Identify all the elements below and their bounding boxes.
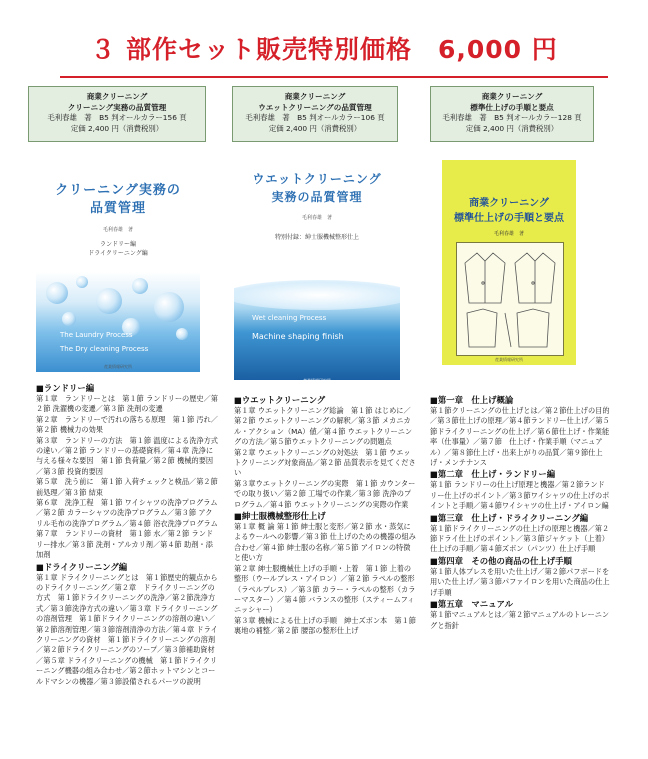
toc-paragraph: 第２章 ウエットクリーニングの対処法 第１節 ウエットクリーニング対象商品／第２節 品質表示を見てください [234, 447, 416, 478]
book-column-3 [430, 86, 626, 142]
toc-heading: ■第四章 その他の商品の仕上げ手順 [430, 555, 572, 566]
book-spec: 毛利春雄 著 B5 判オールカラー106 頁 [245, 113, 385, 123]
cover-title-line: 標準仕上げの手順と要点 [454, 213, 564, 224]
book-name: ウエットクリーニングの品質管理 [258, 102, 372, 112]
toc-paragraph: 第１章 概 論 第１節 紳士服と変形／第２節 水・蒸気によるウールへの影響／第３節 仕上げのための機器の組み合わせ／第４節 紳士服の名称／第５節 アイロンの特徴と使い方 [234, 522, 416, 563]
toc-paragraph: 第１節クリーニングの仕上げとは／第２節仕上げの目的／第３節仕上げの原理／第４節ランドリー仕上げ／第５節ドライクリーニングの仕上げ／第６節仕上げ・作業能率（仕事量）／第７節 仕上げ・作業手順（マニュアル）／第８節仕上げ・出来上がりの品質／第９節仕上げ・メンテナンス [430, 406, 610, 468]
book-info-box [430, 86, 594, 142]
cover-english-line: The Dry cleaning Process [60, 345, 149, 353]
cover-publisher: 産業情報研究所 [495, 357, 523, 362]
toc-heading: ■第五章 マニュアル [430, 599, 513, 610]
garment-diagram-image [456, 242, 564, 356]
toc-heading: ■ドライクリーニング編 [36, 561, 128, 572]
toc-paragraph: 第３章 機械による仕上げの手順 紳士ズボン本 第１節 裏地の補整／第２節 腰部の整形仕上げ [234, 615, 416, 636]
cover-title [234, 170, 400, 206]
bubble-shape [96, 288, 122, 314]
table-of-contents-2 [234, 394, 416, 637]
table-of-contents-3 [430, 394, 610, 631]
book-cover-2 [234, 160, 400, 390]
book-column-2 [232, 86, 428, 142]
bubble-shape [62, 312, 76, 326]
cover-subtitle-line: ドライクリーニング編 [88, 250, 148, 257]
book-column-1 [28, 86, 224, 142]
jacket-sketch-icon [457, 243, 563, 355]
cover-publisher: 産業情報研究所 [104, 364, 132, 369]
toc-heading: ■ランドリー編 [36, 383, 95, 393]
book-price: 定価 2,400 円（消費税別） [465, 123, 559, 133]
cover-english-line: The Laundry Process [60, 331, 133, 339]
cover-title-line: 商業クリーニング [469, 198, 549, 209]
cover-author: 毛利春雄 著 [102, 227, 133, 233]
cover-author: 毛利春雄 著 [493, 231, 524, 237]
cover-subtitle: 特別付録：紳士服機械整形仕上 [274, 234, 359, 241]
book-info-box [232, 86, 398, 142]
cover-publisher: 産業情報研究所 [303, 378, 331, 383]
toc-paragraph: 第１節 ランドリーの仕上げ原理と機器／第２節ランドリー仕上げのポイント／第３節ワイシャツの仕上げのポイントと手順／第４節ワイシャツの仕上げ・アイロン編 [430, 480, 610, 511]
toc-paragraph: 第１章 ドライクリーニングとは 第１節歴史的観点からのドライクリーニング／第２章 ドライクリーニングの方式 第１節ドライクリーニングの洗浄／第２節洗浄方式／第３節洗浄方式の違い／第３章 ドライクリーニングの溶剤管理 第１節ドライクリーニングの溶剤の違い／第２節溶剤管理／第３節溶剤清浄の方法／第４章 ドライクリーニングの資材 第１節ドライクリーニングの溶剤／第２節ドライクリーニングのソープ／第３節補助資材／第５章 ドライクリーニングの機械 第１節ドライクリーニング機器の組み合わせ／第２節ホットマシンとコールドマシンの機器／第３節設備されるパーツの説明 [36, 572, 218, 686]
toc-paragraph: 第１節ドライクリーニングの仕上げの原理と機器／第２節ドライ仕上げのポイント／第３節ジャケット（上着）仕上げの手順／第４節ズボン（パンツ）仕上げ手順 [430, 523, 610, 554]
book-cover-1 [28, 160, 208, 375]
cover-english-line: Wet cleaning Process [252, 314, 327, 322]
toc-paragraph: 第２章 紳士服機械仕上げの手順・上着 第１節 上着の整形（ウールプレス・アイロン）／第２節 ラペルの整形（ラペルプレス）／第３節 カラー・ラペルの整形（カラーマスター）／第４節 バランスの整形（スティームフィニッシャー） [234, 563, 416, 615]
cover-title [442, 196, 576, 226]
book-series: 商業クリーニング [86, 92, 148, 101]
page-title: ３ 部作セット販売特別価格 6,000 円 [90, 35, 558, 64]
book-series: 商業クリーニング [481, 92, 543, 101]
toc-paragraph: 第７章 ランドリーの資材 第１節 水／第２節 ランドリー排水／第３節 洗剤・アルカリ剤／第４節 助剤・添加剤 [36, 529, 214, 560]
splash-shape [234, 280, 400, 310]
toc-heading: ■第三章 仕上げ・ドライクリーニング編 [430, 512, 589, 523]
book-price: 定価 2,400 円（消費税別） [268, 123, 362, 133]
toc-heading: ■第二章 仕上げ・ランドリー編 [430, 469, 556, 480]
toc-heading: ■ウエットクリーニング [234, 395, 326, 405]
book-info-box [28, 86, 206, 142]
book-price: 定価 2,400 円（消費税別） [70, 123, 164, 133]
book-cover-3 [442, 160, 576, 365]
toc-paragraph: 第１節マニュアルとは／第２節マニュアルのトレーニングと指針 [430, 610, 610, 630]
cover-author: 毛利春雄 著 [301, 215, 332, 221]
book-name: 標準仕上げの手順と要点 [470, 102, 554, 112]
cover-subtitle [58, 240, 178, 258]
toc-paragraph: 第１章 ウエットクリーニング総論 第１節 はじめに／第２節 ウエットクリーニングの解釈／第３節 メカニカル・アクション（MA）値／第４節 ウエットクリーニングの方法／第５節ウエットクリーニングの問題点 [234, 406, 413, 447]
book-name: クリーニング実務の品質管理 [67, 102, 167, 112]
toc-heading: ■紳士服機械整形仕上げ [234, 511, 326, 522]
bubble-shape [132, 278, 148, 294]
bubble-shape [76, 276, 88, 288]
toc-paragraph: 第３章 ランドリーの方法 第１節 温度による洗浄方式の違い／第２節 ランドリーの基礎資料／第４章 洗浄に与える様々な要因 第１節 負荷量／第２節 機械的要因／第３節 投資的要因 [36, 435, 218, 476]
book-spec: 毛利春雄 著 B5 判オールカラー128 頁 [442, 113, 582, 123]
cover-title-line: クリーニング実務の [55, 183, 181, 198]
toc-heading: ■第一章 仕上げ概論 [430, 395, 514, 405]
cover-title-line: ウエットクリーニング [252, 172, 382, 186]
cover-title-line: 実務の品質管理 [271, 190, 363, 204]
bubble-shape [154, 292, 184, 322]
toc-paragraph: 第３章ウエットクリーニングの実際 第１節 カウンターでの取り扱い／第２節 工場での作業／第３節 洗浄のプログラム／第４節 ウエットクリーニングの実際の作業 [234, 478, 416, 509]
cover-title [28, 182, 208, 218]
cover-subtitle-line: ランドリー編 [99, 241, 136, 248]
toc-paragraph: 第５章 洗う前に 第１節 入荷チェックと検品／第２節 前処理／第３節 結束 [36, 477, 218, 497]
toc-paragraph: 第６章 洗浄工程 第１節 ワイシャツの洗浄プログラム／第２節 カラーシャツの洗浄プログラム／第３節 アクリル毛布の洗浄プログラム／第４節 浴衣洗浄プログラム [36, 498, 218, 528]
cover-english-line: Machine shaping finish [252, 332, 344, 341]
title-underline [60, 76, 608, 78]
cover-title-line: 品質管理 [89, 201, 146, 216]
water-bubbles-image [36, 272, 200, 372]
bubble-shape [46, 282, 68, 304]
book-series: 商業クリーニング [284, 92, 346, 101]
book-spec: 毛利春雄 著 B5 判オールカラー156 頁 [47, 113, 187, 123]
toc-paragraph: 第１章 ランドリーとは 第１節 ランドリーの歴史／第２節 洗濯機の変遷／第３節 洗剤の変遷 [36, 394, 218, 414]
toc-paragraph: 第１節人体プレスを用いた仕上げ／第２節パフボードを用いた仕上げ／第３節パファイロンを用いた商品の仕上げ手順 [430, 566, 610, 597]
toc-paragraph: 第２章 ランドリーで汚れの落ちる原理 第１節 汚れ／第２節 機械力の効果 [36, 414, 218, 435]
table-of-contents-1 [36, 382, 218, 687]
